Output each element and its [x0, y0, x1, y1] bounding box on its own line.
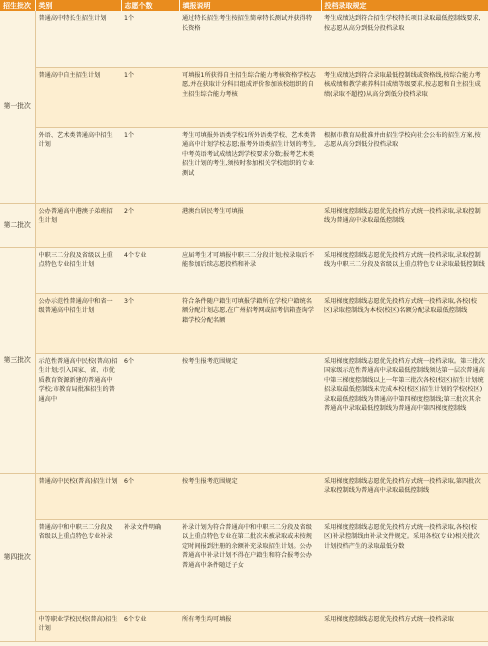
category-cell: 外语、艺术类普通高中招生计划 — [35, 127, 121, 203]
category-cell: 普通高中自主招生计划 — [35, 67, 121, 127]
note-cell: 港澳台居民考生可填报 — [179, 203, 321, 247]
table-row — [0, 473, 488, 519]
table-row — [0, 293, 488, 353]
category-cell: 示范性普通高中民校(普高)招生计划;引入国家、省、市优质教育资源新建的普通高中学校;市教育局批准招生的普通高中 — [35, 353, 121, 473]
table-row — [0, 247, 488, 293]
note-cell: 按考生报考范围规定 — [179, 473, 321, 519]
rule-cell: 采用梯度控制线志愿优先投档方式统一投档录取。第三批次国家级示范性普通高中录取最低控制线须达第一层次普通高中第三梯度控制线以上一年第三批次各校(校区)招生计划统招录取最低控制线未完成本校(校区)招生计划的学校(校区)录取最低控制线为普通高中第四梯度控制线;第三批次其余普通高中录取最低控制线为普通高中第四梯度控制线 — [321, 353, 488, 473]
count-cell: 3个 — [121, 293, 179, 353]
header-batch: 招生批次 — [0, 0, 35, 11]
note-cell: 按考生报考范围规定 — [179, 353, 321, 473]
header-note: 填报说明 — [179, 0, 321, 11]
rule-cell: 采用梯度控制线志愿优先投档方式统一投档录取,录取控制线为中职三二分段及省级以上重点特色专业录取最低控制线 — [321, 247, 488, 293]
rule-cell: 采用梯度控制线志愿优先投档方式统一投档录取,录取控制线为普通高中录取最低控制线 — [321, 203, 488, 247]
rule-cell: 考生成绩达到符合录取最低控制线或资格线,按综合能力考核成绩和教学素养科目成绩等级要求,按志愿和自主招生成绩(录取不超控)从高分到低分投档录取 — [321, 67, 488, 127]
note-cell: 考生可填报外语类学校1所外语类学校、艺术类普通高中计划学校志愿;报考外语类招生计划的考生,中考英语考试成绩达到学校要求分数;报考艺术类招生计划的考生,须按时参加相关学校组织的专业测试 — [179, 127, 321, 203]
category-cell: 公办示范性普通高中和省一级普通高中招生计划 — [35, 293, 121, 353]
rule-cell: 根据市教育局批准并由招生学校向社会公布的招生方案,按志愿从高分到低分投档录取 — [321, 127, 488, 203]
category-cell: 中等职业学校民校(普高)招生计划 — [35, 611, 121, 641]
count-cell: 1个 — [121, 127, 179, 203]
count-cell: 1个 — [121, 67, 179, 127]
category-cell: 公办普通高中港澳子弟班招生计划 — [35, 203, 121, 247]
count-cell: 6个 — [121, 353, 179, 473]
table-row — [0, 127, 488, 203]
batch-cell: 第二批次 — [0, 203, 35, 247]
rule-cell: 采用梯度控制线志愿优先投档方式统一投档录取,各校(校区)录取控制线为本校(校区)名额分配录取最低控制线 — [321, 293, 488, 353]
batch-cell: 第四批次 — [0, 473, 35, 641]
count-cell: 2个 — [121, 203, 179, 247]
note-cell: 可填报1所获得自主招生综合能力考核资格学校志愿,并在获取计分科目组成评价参加该校组织的自主招生综合能力考核 — [179, 67, 321, 127]
rule-cell: 采用梯度控制线志愿优先投档方式统一投档录取,第四批次录取控制线为普通高中录取最低控制线 — [321, 473, 488, 519]
note-cell: 通过特长招生考生按招生简章特长测试并获得特长资格 — [179, 11, 321, 67]
table-row — [0, 67, 488, 127]
count-cell: 6个 — [121, 473, 179, 519]
count-cell: 4个专业 — [121, 247, 179, 293]
table-row — [0, 611, 488, 641]
note-cell: 应届考生才可填报中职三二分段计划;按录取后不能参加后续志愿投档和补录 — [179, 247, 321, 293]
header-rule: 投档录取规定 — [321, 0, 488, 11]
category-cell: 普通高中和中职三二分段及省级以上重点特色专业补录 — [35, 519, 121, 611]
table-row — [0, 203, 488, 247]
rule-cell: 采用梯度控制线志愿优先投档方式统一投档录取 — [321, 611, 488, 641]
note-cell: 符合条件随户籍生可填报学籍所在学校户籍统名额分配计划志愿,在广州招考网或招考信箱查询学籍学校分配名额 — [179, 293, 321, 353]
header-category: 类别 — [35, 0, 121, 11]
rule-cell: 采用梯度控制线志愿优先投档方式统一投档录取,各校(校区)补录控制线由补录文件规定。采用各校(专业)相关批次计划投档产生的录取最低分数 — [321, 519, 488, 611]
batch-cell: 第一批次 — [0, 11, 35, 203]
count-cell: 6个专业 — [121, 611, 179, 641]
count-cell: 补录文件明确 — [121, 519, 179, 611]
header-count: 志愿个数 — [121, 0, 179, 11]
batch-cell: 第三批次 — [0, 247, 35, 473]
category-cell: 普通高中民校(普高)招生计划 — [35, 473, 121, 519]
table-row — [0, 11, 488, 67]
rule-cell: 考生成绩达到符合招生学校特长项目录取最低控制线要求,按志愿从高分到低分投档录取 — [321, 11, 488, 67]
note-cell: 补录计划为符合普通高中和中职三二分段及省级以上重点特色专业在第二批次未被录取或未按规定时间报到注册的余额补充录取招生计划。公办普通高中补录计划不得在户籍生和符合报考公办普通高中条件随迁子女 — [179, 519, 321, 611]
table-header — [0, 0, 488, 11]
table-row — [0, 519, 488, 611]
category-cell: 普通高中特长生招生计划 — [35, 11, 121, 67]
category-cell: 中职三二分段及省级以上重点特色专业招生计划 — [35, 247, 121, 293]
note-cell: 所有考生均可填报 — [179, 611, 321, 641]
table-row — [0, 353, 488, 473]
count-cell: 1个 — [121, 11, 179, 67]
